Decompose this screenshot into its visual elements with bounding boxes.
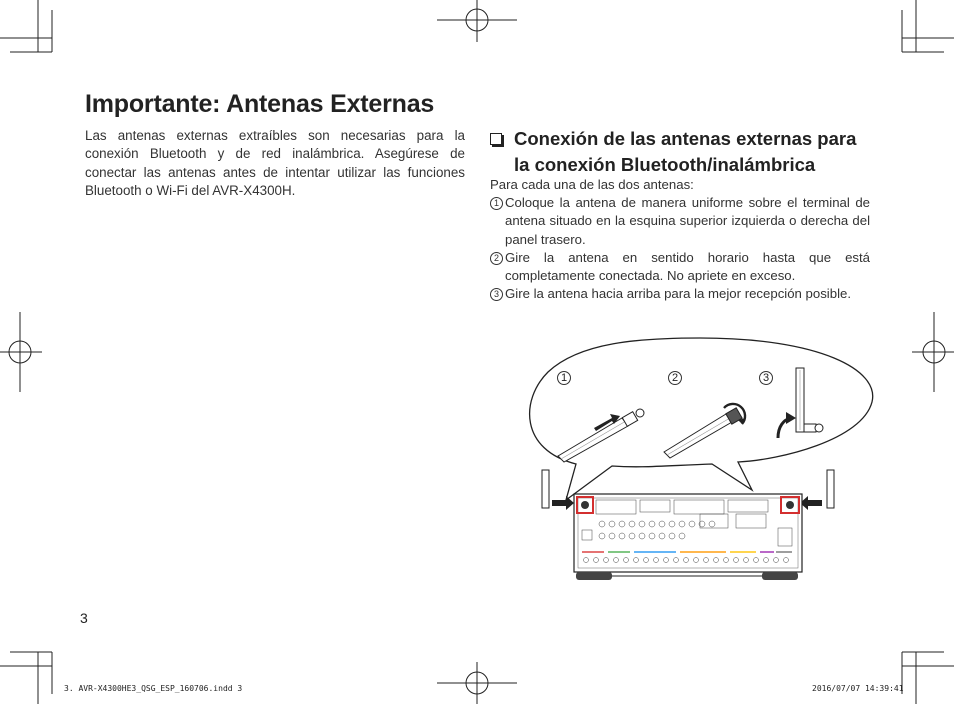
section-heading: Conexión de las antenas externas para la conexión Bluetooth/inalámbrica <box>514 128 857 175</box>
step-number: 1 <box>490 197 503 210</box>
step-text: Gire la antena hacia arriba para la mejor recepción posible. <box>505 286 851 302</box>
footer-timestamp: 2016/07/07 14:39:41 <box>812 684 904 693</box>
illustration-label-2: 2 <box>668 371 682 385</box>
page-title: Importante: Antenas Externas <box>85 90 435 118</box>
callout-bubble <box>530 338 873 500</box>
steps-intro: Para cada una de las dos antenas: <box>490 177 694 192</box>
step-number: 2 <box>490 252 503 265</box>
footer-filename: 3. AVR-X4300HE3_QSG_ESP_160706.indd 3 <box>64 684 243 693</box>
illustration-label-1: 1 <box>557 371 571 385</box>
page-number: 3 <box>80 610 88 626</box>
right-antenna-icon <box>800 470 834 510</box>
step-text: Gire la antena en sentido horario hasta que está completamente conectada. No apriete en exceso. <box>505 249 870 284</box>
intro-paragraph: Las antenas externas extraíbles son necesarias para la conexión Bluetooth y de red inalámbrica. Asegúrese de conectar las antenas antes de intentar utilizar las funciones Bluetooth o Wi-Fi del AVR-X4300H. <box>85 128 465 198</box>
step-text: Coloque la antena de manera uniforme sobre el terminal de antena situado en la esquina superior izquierda o derecha del panel trasero. <box>505 195 870 247</box>
receiver-rear-panel-icon <box>574 494 802 580</box>
illustration-label-3: 3 <box>759 371 773 385</box>
step-number: 3 <box>490 288 503 301</box>
